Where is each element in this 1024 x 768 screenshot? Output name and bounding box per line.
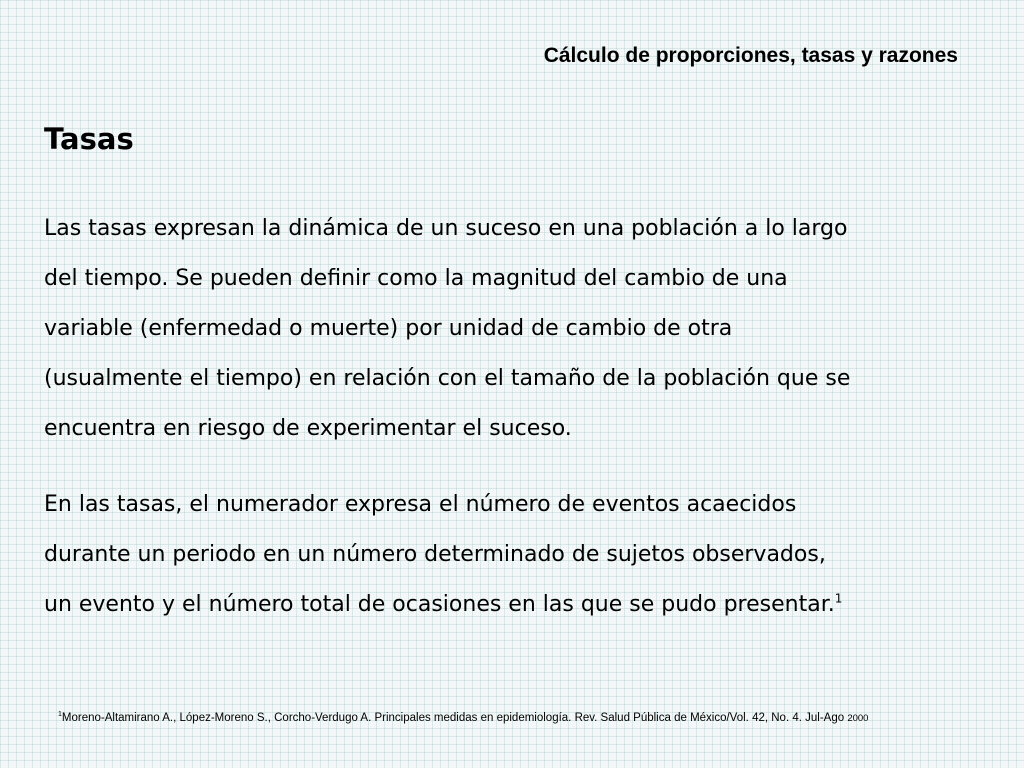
footnote-mark: 1 (58, 711, 62, 719)
paragraph-line: variable (enfermedad o muerte) por unidad de cambio de otra (44, 316, 733, 341)
paragraph-line: del tiempo. Se pueden definir como la magnitud del cambio de una (44, 266, 788, 291)
paragraph-rates-definition (44, 204, 984, 454)
footnote-text: Moreno-Altamirano A., López-Moreno S., Corcho-Verdugo A. Principales medidas en epidemiología. Rev. Salud Pública de México/Vol. 42, No. 4. Jul-Ago (61, 712, 845, 724)
paragraph-rates-numerator (44, 480, 984, 630)
paragraph-line: En las tasas, el numerador expresa el número de eventos acaecidos (44, 492, 797, 517)
paragraph-line-text: un evento y el número total de ocasiones en las que se pudo presentar. (44, 592, 835, 617)
paragraph-line: (usualmente el tiempo) en relación con el tamaño de la población que se (44, 366, 851, 391)
paragraph-line: durante un periodo en un número determinado de sujetos observados, (44, 542, 826, 567)
reference-mark: 1 (834, 591, 843, 606)
paragraph-line: Las tasas expresan la dinámica de un suceso en una población a lo largo (44, 216, 848, 241)
section-title: Tasas (44, 122, 134, 156)
paragraph-line: encuentra en riesgo de experimentar el suceso. (44, 416, 572, 441)
footnote (58, 712, 868, 724)
footnote-year: 2000 (847, 713, 869, 724)
header-title: Cálculo de proporciones, tasas y razones (543, 44, 958, 67)
paragraph-line-last (44, 580, 984, 630)
